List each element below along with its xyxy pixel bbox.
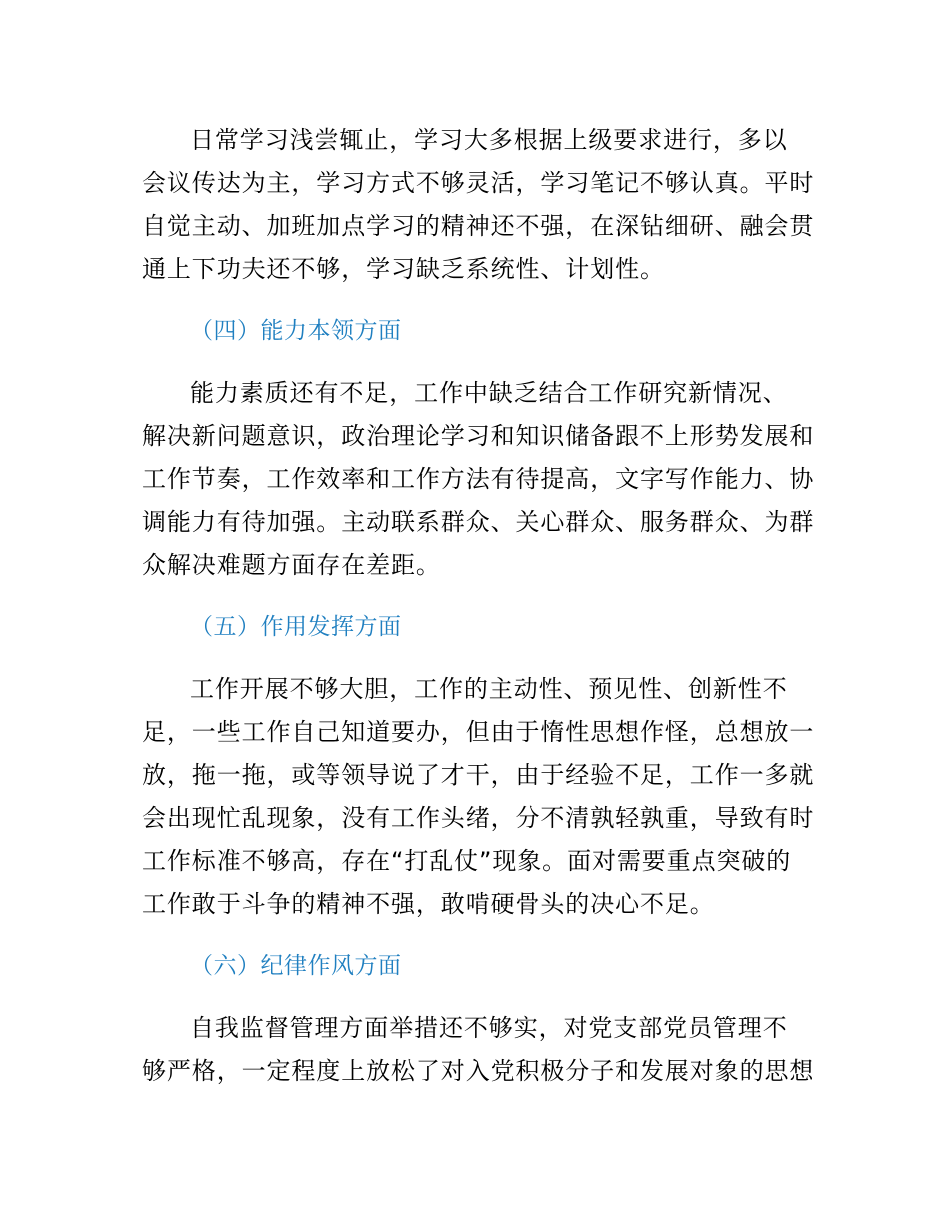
paragraph-line: 自觉主动、加班加点学习的精神还不强，在深钻细研、融会贯 [142,212,815,240]
paragraph-line: 解决新问题意识，政治理论学习和知识储备跟不上形势发展和 [142,422,815,450]
paragraph-line: 会出现忙乱现象，没有工作头绪，分不清孰轻孰重，导致有时 [142,804,815,832]
paragraph-line: 够严格，一定程度上放松了对入党积极分子和发展对象的思想 [142,1057,815,1085]
paragraph-line: 工作开展不够大胆，工作的主动性、预见性、创新性不 [190,675,788,703]
paragraph-line: 通上下功夫还不够，学习缺乏系统性、计划性。 [142,255,665,283]
paragraph-line: 自我监督管理方面举措还不够实，对党支部党员管理不 [190,1014,788,1042]
paragraph-line: 调能力有待加强。主动联系群众、关心群众、服务群众、为群 [142,508,815,536]
paragraph-line: 放，拖一拖，或等领导说了才干，由于经验不足，工作一多就 [142,761,815,789]
paragraph-line: 会议传达为主，学习方式不够灵活，学习笔记不够认真。平时 [142,169,815,197]
section-heading-role: （五）作用发挥方面 [190,614,402,640]
section-heading-discipline: （六）纪律作风方面 [190,953,402,979]
paragraph-line: 日常学习浅尝辄止，学习大多根据上级要求进行，多以 [190,126,788,154]
paragraph-line: 能力素质还有不足，工作中缺乏结合工作研究新情况、 [190,379,788,407]
paragraph-line: 工作敢于斗争的精神不强，敢啃硬骨头的决心不足。 [142,890,715,918]
paragraph-line: 工作标准不够高，存在“打乱仗”现象。面对需要重点突破的 [142,847,792,875]
paragraph-line: 工作节奏，工作效率和工作方法有待提高，文字写作能力、协 [142,465,815,493]
section-heading-ability: （四）能力本领方面 [190,318,402,344]
paragraph-line: 足，一些工作自己知道要办，但由于惰性思想作怪，总想放一 [142,718,815,746]
paragraph-line: 众解决难题方面存在差距。 [142,551,441,579]
